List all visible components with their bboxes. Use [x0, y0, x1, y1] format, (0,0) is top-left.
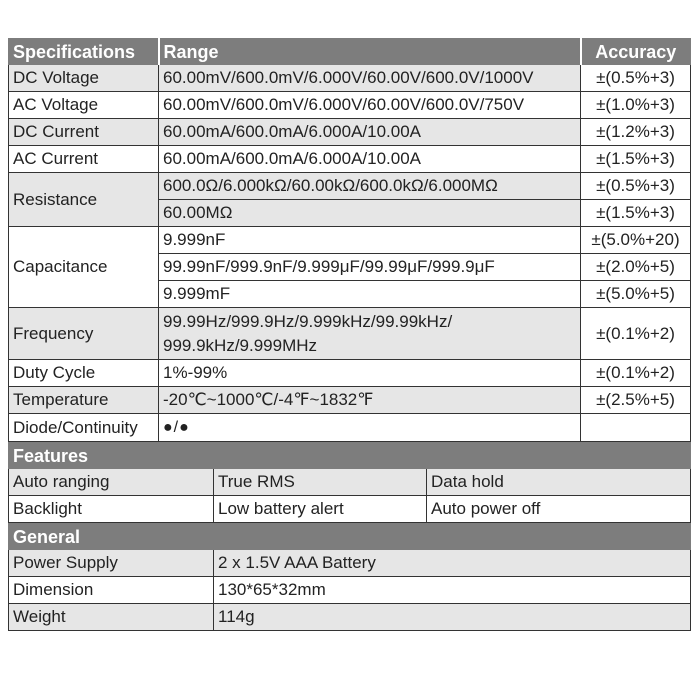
table-row	[9, 173, 691, 200]
spec-name: AC Voltage	[9, 92, 159, 119]
feature-item: Auto power off	[427, 496, 691, 523]
feature-item: Auto ranging	[9, 469, 214, 496]
spec-accuracy: ±(2.5%+5)	[581, 387, 691, 414]
table-row	[9, 308, 691, 360]
spec-range: 60.00mA/600.0mA/6.000A/10.00A	[159, 119, 581, 146]
spec-name: Diode/Continuity	[9, 414, 159, 442]
spec-accuracy: ±(5.0%+5)	[581, 281, 691, 308]
spec-range: 1%-99%	[159, 360, 581, 387]
spec-name: DC Voltage	[9, 65, 159, 92]
spec-range: 60.00mV/600.0mV/6.000V/60.00V/600.0V/1000V	[159, 65, 581, 92]
header-accuracy: Accuracy	[581, 39, 691, 65]
spec-name: Duty Cycle	[9, 360, 159, 387]
table-row	[9, 496, 691, 523]
table-row	[9, 92, 691, 119]
spec-accuracy: ±(0.5%+3)	[581, 173, 691, 200]
spec-name: AC Current	[9, 146, 159, 173]
table-row	[9, 65, 691, 92]
general-label: Weight	[9, 604, 214, 631]
table-header-row	[9, 39, 691, 65]
specifications-table	[8, 38, 691, 442]
feature-item: Low battery alert	[214, 496, 427, 523]
header-range: Range	[159, 39, 581, 65]
general-title: General	[9, 524, 691, 550]
spec-range: 60.00mV/600.0mV/6.000V/60.00V/600.0V/750V	[159, 92, 581, 119]
general-label: Power Supply	[9, 550, 214, 577]
spec-accuracy: ±(5.0%+20)	[581, 227, 691, 254]
table-row	[9, 414, 691, 442]
spec-sheet	[8, 38, 690, 631]
spec-range: -20℃~1000℃/-4℉~1832℉	[159, 387, 581, 414]
table-row	[9, 604, 691, 631]
spec-accuracy: ±(1.2%+3)	[581, 119, 691, 146]
spec-range: 99.99Hz/999.9Hz/9.999kHz/99.99kHz/ 999.9kHz/9.999MHz	[159, 308, 581, 360]
table-row	[9, 577, 691, 604]
spec-range: 99.99nF/999.9nF/9.999μF/99.99μF/999.9μF	[159, 254, 581, 281]
spec-accuracy: ±(0.1%+2)	[581, 308, 691, 360]
spec-name: Resistance	[9, 173, 159, 227]
spec-accuracy: ±(0.5%+3)	[581, 65, 691, 92]
table-row	[9, 227, 691, 254]
general-value: 114g	[214, 604, 691, 631]
table-row	[9, 550, 691, 577]
feature-item: True RMS	[214, 469, 427, 496]
general-table	[8, 523, 691, 631]
general-section-header	[9, 524, 691, 550]
spec-name: Frequency	[9, 308, 159, 360]
table-row	[9, 119, 691, 146]
spec-range: 9.999nF	[159, 227, 581, 254]
table-row	[9, 387, 691, 414]
feature-item: Data hold	[427, 469, 691, 496]
spec-range: 600.0Ω/6.000kΩ/60.00kΩ/600.0kΩ/6.000MΩ	[159, 173, 581, 200]
spec-accuracy: ±(1.5%+3)	[581, 200, 691, 227]
spec-range: 9.999mF	[159, 281, 581, 308]
spec-accuracy	[581, 414, 691, 442]
spec-range: 60.00mA/600.0mA/6.000A/10.00A	[159, 146, 581, 173]
spec-accuracy: ±(1.5%+3)	[581, 146, 691, 173]
general-label: Dimension	[9, 577, 214, 604]
features-title: Features	[9, 443, 691, 469]
table-row	[9, 360, 691, 387]
spec-name: DC Current	[9, 119, 159, 146]
spec-accuracy: ±(1.0%+3)	[581, 92, 691, 119]
table-row	[9, 469, 691, 496]
spec-name: Temperature	[9, 387, 159, 414]
features-table	[8, 442, 691, 523]
spec-range: 60.00MΩ	[159, 200, 581, 227]
features-section-header	[9, 443, 691, 469]
table-row	[9, 146, 691, 173]
diode-continuity-icons: ●/●	[159, 414, 581, 442]
general-value: 2 x 1.5V AAA Battery	[214, 550, 691, 577]
general-value: 130*65*32mm	[214, 577, 691, 604]
spec-accuracy: ±(0.1%+2)	[581, 360, 691, 387]
feature-item: Backlight	[9, 496, 214, 523]
spec-name: Capacitance	[9, 227, 159, 308]
spec-accuracy: ±(2.0%+5)	[581, 254, 691, 281]
header-specifications: Specifications	[9, 39, 159, 65]
